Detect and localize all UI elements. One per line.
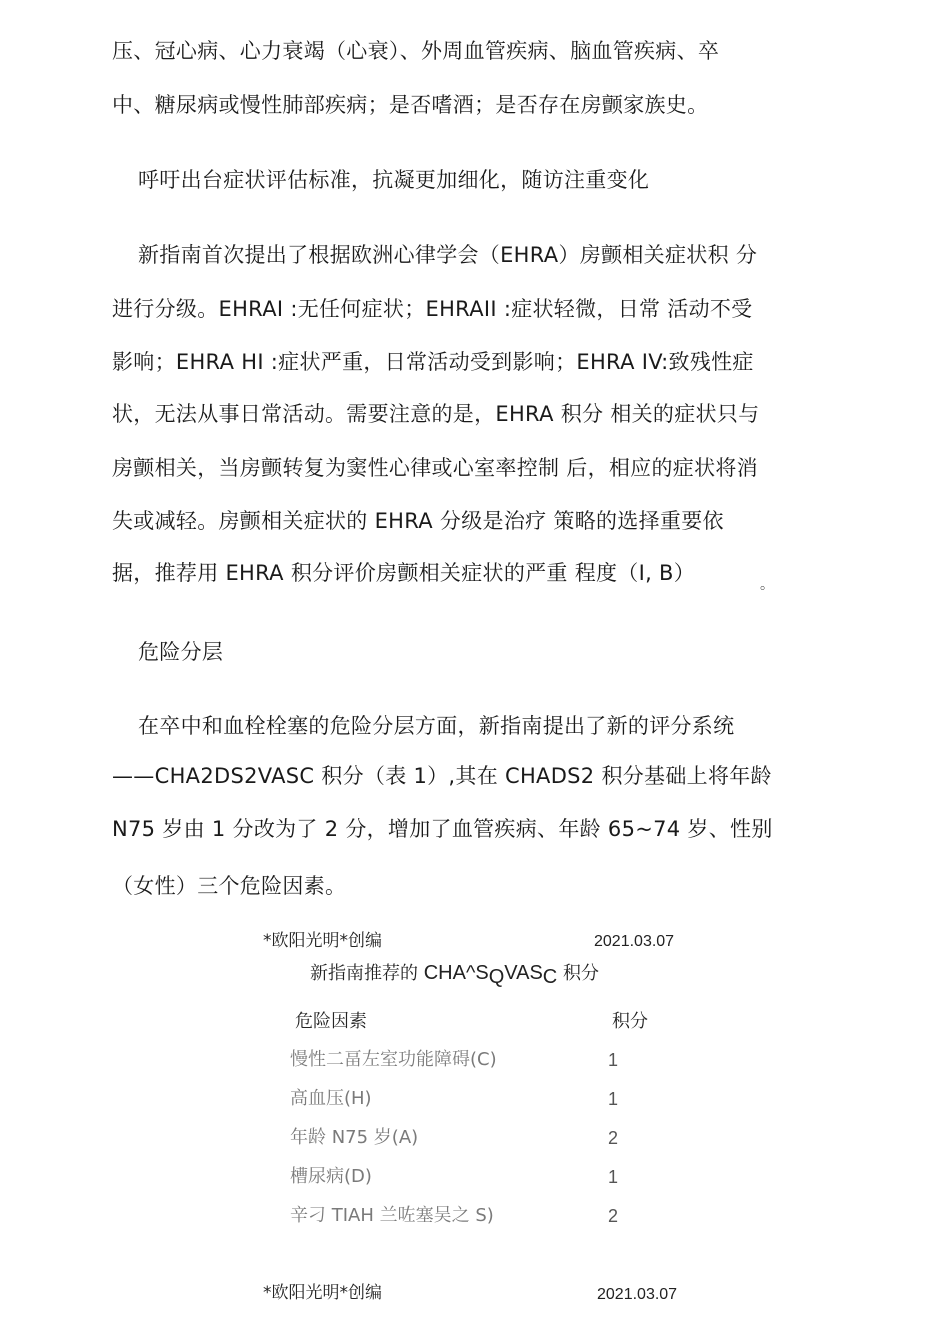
paragraph-line: 影响；EHRA HI :症状严重，日常活动受到影响；EHRA IV:致残性症 (112, 350, 754, 374)
paragraph-line: （女性）三个危险因素。 (112, 874, 347, 898)
table-row-factor: 高血压(H) (290, 1088, 372, 1109)
table-title-latin-2: VAS (504, 962, 543, 984)
paragraph-line: 新指南首次提出了根据欧洲心律学会（EHRA）房颤相关症状积 分 (138, 243, 758, 267)
paragraph-line: 进行分级。EHRAI :无任何症状；EHRAII :症状轻微，日常 活动不受 (112, 297, 753, 321)
section-heading: 危险分层 (138, 640, 224, 664)
table-row-score: 2 (608, 1128, 619, 1148)
table-row-score: 1 (608, 1167, 619, 1187)
table-row-factor: 年龄 N75 岁(A) (290, 1127, 419, 1148)
table-row-factor: 辛刁 TIAH 兰咗塞吴之 S) (290, 1205, 494, 1226)
paragraph-line: 状，无法从事日常活动。需要注意的是，EHRA 积分 相关的症状只与 (112, 402, 760, 426)
date-label: 2021.03.07 (594, 933, 675, 950)
paragraph-end-mark: 。 (760, 577, 774, 593)
table-row-score: 1 (608, 1050, 619, 1070)
table-title-suffix: 积分 (557, 963, 599, 984)
table-row-factor: 槽尿病(D) (290, 1166, 372, 1187)
paragraph-line: 在卒中和血栓栓塞的危险分层方面，新指南提出了新的评分系统 (138, 714, 735, 738)
paragraph-line: 中、糖尿病或慢性肺部疾病；是否嗜酒；是否存在房颤家族史。 (112, 93, 709, 117)
table-row-factor: 慢性二畐左室功能障碍(C) (290, 1049, 497, 1070)
table-title-prefix: 新指南推荐的 (310, 963, 424, 984)
table-row-score: 1 (608, 1089, 619, 1109)
paragraph-line: N75 岁由 1 分改为了 2 分，增加了血管疾病、年龄 65~74 岁、性别 (112, 817, 773, 841)
paragraph-line: 房颤相关，当房颤转复为窦性心律或心室率控制 后，相应的症状将消 (112, 456, 758, 480)
paragraph-line: 压、冠心病、心力衰竭（心衰）、外周血管疾病、脑血管疾病、卒 (112, 39, 720, 63)
table-header-score: 积分 (612, 1011, 648, 1032)
paragraph-line: ——CHA2DS2VASC 积分（表 1）,其在 CHADS2 积分基础上将年龄 (112, 764, 772, 788)
table-header-factor: 危险因素 (295, 1011, 367, 1032)
table-title (310, 960, 599, 990)
footer-author: *欧阳光明*创编 (263, 1283, 382, 1303)
paragraph-line: 失或减轻。房颤相关症状的 EHRA 分级是治疗 策略的选择重要依 (112, 509, 724, 533)
paragraph-line: 据，推荐用 EHRA 积分评价房颤相关症状的严重 程度（I, B） (112, 561, 696, 585)
table-row-score: 2 (608, 1206, 619, 1226)
footer-date: 2021.03.07 (597, 1286, 678, 1303)
author-label: *欧阳光明*创编 (263, 931, 382, 951)
section-heading: 呼吁出台症状评估标准，抗凝更加细化，随访注重变化 (138, 168, 650, 192)
table-title-sub-2: C (542, 966, 558, 988)
table-title-latin-1: CHA^S (423, 962, 489, 984)
table-title-sub-1: Q (488, 966, 505, 988)
